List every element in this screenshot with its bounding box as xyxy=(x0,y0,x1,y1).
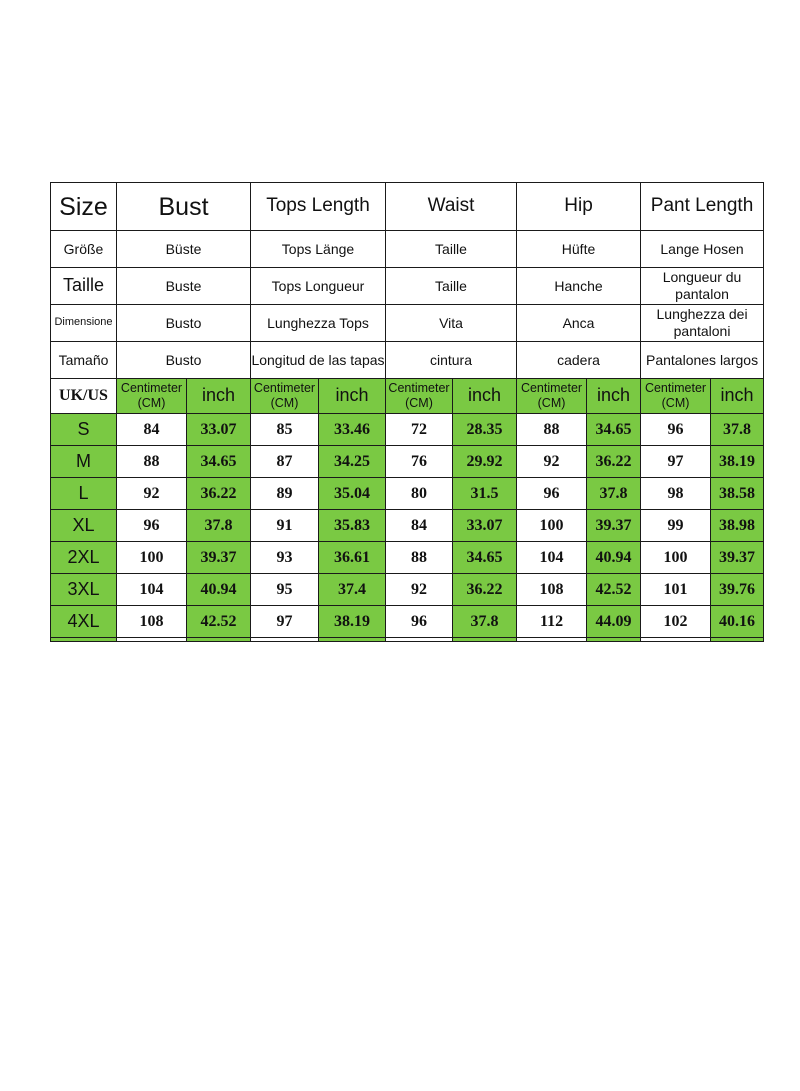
table-row xyxy=(51,542,764,574)
cm-value-cell: 101 xyxy=(641,574,711,606)
translation-row-french xyxy=(51,268,764,305)
unit-cm-label: Centimeter (CM) xyxy=(517,379,587,414)
inch-value-cell: 40.94 xyxy=(187,574,251,606)
strip-cell xyxy=(386,638,453,642)
cm-value-cell: 87 xyxy=(251,446,319,478)
translation-cell: Busto xyxy=(117,342,251,379)
size-chart-table xyxy=(50,182,764,642)
size-label-cell: S xyxy=(51,414,117,446)
cm-value-cell: 93 xyxy=(251,542,319,574)
inch-value-cell: 36.22 xyxy=(587,446,641,478)
size-header: Size xyxy=(51,183,117,231)
unit-cm-label: Centimeter (CM) xyxy=(641,379,711,414)
waist-header: Waist xyxy=(386,183,517,231)
translation-cell: Dimensione xyxy=(51,305,117,342)
inch-value-cell: 39.37 xyxy=(711,542,764,574)
inch-value-cell: 34.65 xyxy=(187,446,251,478)
translation-cell: Pantalones largos xyxy=(641,342,764,379)
translation-cell: Busto xyxy=(117,305,251,342)
strip-cell xyxy=(641,638,711,642)
cm-value-cell: 80 xyxy=(386,478,453,510)
cm-value-cell: 84 xyxy=(386,510,453,542)
translation-cell: Tops Länge xyxy=(251,231,386,268)
cm-value-cell: 84 xyxy=(117,414,187,446)
inch-value-cell: 28.35 xyxy=(453,414,517,446)
unit-cm-label: Centimeter (CM) xyxy=(251,379,319,414)
size-label-cell: L xyxy=(51,478,117,510)
inch-value-cell: 38.19 xyxy=(319,606,386,638)
cm-value-cell: 92 xyxy=(517,446,587,478)
size-label-cell: M xyxy=(51,446,117,478)
inch-value-cell: 44.09 xyxy=(587,606,641,638)
translation-cell: Tamaño xyxy=(51,342,117,379)
translation-cell: Buste xyxy=(117,268,251,305)
inch-value-cell: 36.22 xyxy=(187,478,251,510)
unit-inch-label: inch xyxy=(319,379,386,414)
translation-row-spanish xyxy=(51,342,764,379)
size-label-cell: 2XL xyxy=(51,542,117,574)
inch-value-cell: 35.04 xyxy=(319,478,386,510)
translation-cell: Hanche xyxy=(517,268,641,305)
translation-row-italian xyxy=(51,305,764,342)
cm-value-cell: 102 xyxy=(641,606,711,638)
inch-value-cell: 37.8 xyxy=(711,414,764,446)
cm-value-cell: 100 xyxy=(117,542,187,574)
inch-value-cell: 37.8 xyxy=(453,606,517,638)
cm-value-cell: 108 xyxy=(517,574,587,606)
translation-cell: Anca xyxy=(517,305,641,342)
strip-cell xyxy=(187,638,251,642)
inch-value-cell: 42.52 xyxy=(587,574,641,606)
cm-value-cell: 76 xyxy=(386,446,453,478)
strip-cell xyxy=(51,638,117,642)
unit-cm-label: Centimeter (CM) xyxy=(117,379,187,414)
inch-value-cell: 42.52 xyxy=(187,606,251,638)
cm-value-cell: 99 xyxy=(641,510,711,542)
strip-cell xyxy=(711,638,764,642)
cm-value-cell: 96 xyxy=(641,414,711,446)
cm-value-cell: 89 xyxy=(251,478,319,510)
inch-value-cell: 34.65 xyxy=(453,542,517,574)
inch-value-cell: 31.5 xyxy=(453,478,517,510)
translation-cell: Longueur du pantalon xyxy=(641,268,764,305)
cm-value-cell: 104 xyxy=(117,574,187,606)
cm-value-cell: 100 xyxy=(641,542,711,574)
inch-value-cell: 37.8 xyxy=(187,510,251,542)
size-label-cell: XL xyxy=(51,510,117,542)
header-row xyxy=(51,183,764,231)
strip-cell xyxy=(251,638,319,642)
unit-cm-label: Centimeter (CM) xyxy=(386,379,453,414)
region-label: UK/US xyxy=(51,379,117,414)
table-bottom-strip xyxy=(51,638,764,642)
translation-cell: cintura xyxy=(386,342,517,379)
translation-cell: Hüfte xyxy=(517,231,641,268)
table-row xyxy=(51,478,764,510)
inch-value-cell: 39.37 xyxy=(187,542,251,574)
strip-cell xyxy=(517,638,587,642)
size-label-cell: 4XL xyxy=(51,606,117,638)
translation-cell: cadera xyxy=(517,342,641,379)
table-row xyxy=(51,446,764,478)
unit-inch-label: inch xyxy=(453,379,517,414)
strip-cell xyxy=(117,638,187,642)
cm-value-cell: 96 xyxy=(517,478,587,510)
cm-value-cell: 91 xyxy=(251,510,319,542)
cm-value-cell: 98 xyxy=(641,478,711,510)
inch-value-cell: 33.07 xyxy=(187,414,251,446)
translation-cell: Longitud de las tapas xyxy=(251,342,386,379)
cm-value-cell: 95 xyxy=(251,574,319,606)
translation-row-german xyxy=(51,231,764,268)
size-label-cell: 3XL xyxy=(51,574,117,606)
translation-cell: Tops Longueur xyxy=(251,268,386,305)
cm-value-cell: 104 xyxy=(517,542,587,574)
unit-inch-label: inch xyxy=(587,379,641,414)
inch-value-cell: 29.92 xyxy=(453,446,517,478)
inch-value-cell: 40.94 xyxy=(587,542,641,574)
unit-inch-label: inch xyxy=(711,379,764,414)
size-data-rows xyxy=(51,414,764,642)
unit-inch-label: inch xyxy=(187,379,251,414)
translation-cell: Vita xyxy=(386,305,517,342)
inch-value-cell: 35.83 xyxy=(319,510,386,542)
hip-header: Hip xyxy=(517,183,641,231)
cm-value-cell: 100 xyxy=(517,510,587,542)
strip-cell xyxy=(319,638,386,642)
cm-value-cell: 88 xyxy=(386,542,453,574)
cm-value-cell: 97 xyxy=(251,606,319,638)
translation-cell: Lunghezza dei pantaloni xyxy=(641,305,764,342)
cm-value-cell: 96 xyxy=(386,606,453,638)
strip-cell xyxy=(587,638,641,642)
cm-value-cell: 72 xyxy=(386,414,453,446)
cm-value-cell: 88 xyxy=(517,414,587,446)
tops-length-header: Tops Length xyxy=(251,183,386,231)
table-row xyxy=(51,606,764,638)
translation-cell: Taille xyxy=(386,268,517,305)
table-row xyxy=(51,414,764,446)
inch-value-cell: 33.07 xyxy=(453,510,517,542)
table-row xyxy=(51,510,764,542)
cm-value-cell: 97 xyxy=(641,446,711,478)
inch-value-cell: 38.19 xyxy=(711,446,764,478)
strip-cell xyxy=(453,638,517,642)
cm-value-cell: 92 xyxy=(117,478,187,510)
inch-value-cell: 34.25 xyxy=(319,446,386,478)
inch-value-cell: 34.65 xyxy=(587,414,641,446)
inch-value-cell: 38.98 xyxy=(711,510,764,542)
bust-header: Bust xyxy=(117,183,251,231)
table-row xyxy=(51,574,764,606)
translation-cell: Taille xyxy=(386,231,517,268)
inch-value-cell: 36.22 xyxy=(453,574,517,606)
inch-value-cell: 37.4 xyxy=(319,574,386,606)
translation-cell: Größe xyxy=(51,231,117,268)
cm-value-cell: 108 xyxy=(117,606,187,638)
inch-value-cell: 36.61 xyxy=(319,542,386,574)
inch-value-cell: 33.46 xyxy=(319,414,386,446)
inch-value-cell: 39.76 xyxy=(711,574,764,606)
translation-cell: Lange Hosen xyxy=(641,231,764,268)
cm-value-cell: 85 xyxy=(251,414,319,446)
inch-value-cell: 38.58 xyxy=(711,478,764,510)
inch-value-cell: 39.37 xyxy=(587,510,641,542)
pant-length-header: Pant Length xyxy=(641,183,764,231)
inch-value-cell: 37.8 xyxy=(587,478,641,510)
cm-value-cell: 96 xyxy=(117,510,187,542)
cm-value-cell: 112 xyxy=(517,606,587,638)
translation-cell: Lunghezza Tops xyxy=(251,305,386,342)
translation-cell: Taille xyxy=(51,268,117,305)
cm-value-cell: 88 xyxy=(117,446,187,478)
cm-value-cell: 92 xyxy=(386,574,453,606)
inch-value-cell: 40.16 xyxy=(711,606,764,638)
translation-cell: Büste xyxy=(117,231,251,268)
unit-row xyxy=(51,379,764,414)
